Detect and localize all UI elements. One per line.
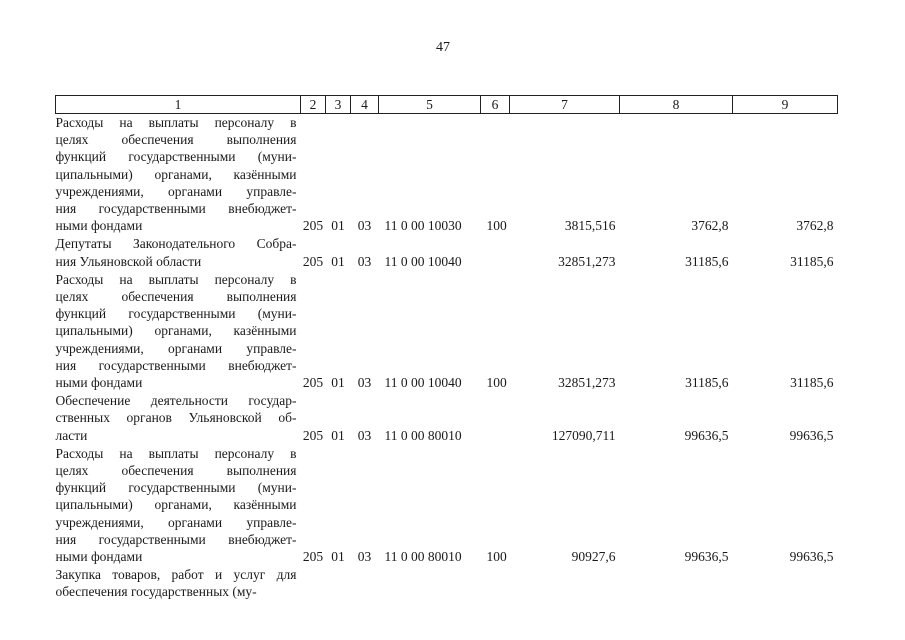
description-line: ния государственными внебюджет- — [55, 357, 297, 373]
cell-amount-col7 — [510, 566, 620, 601]
cell-code-admin: 205 — [302, 375, 324, 391]
cell-code-admin: 205 — [302, 549, 324, 565]
col-header-5: 5 — [379, 96, 481, 114]
description-line: ципальными) органами, казёнными — [55, 166, 297, 182]
cell-code-subsection — [351, 566, 379, 601]
description-line: Расходы на выплаты персоналу в — [55, 445, 297, 461]
cell-code-target: 11 0 00 80010 — [384, 549, 462, 565]
cell-code-target: 11 0 00 10030 — [384, 218, 462, 234]
cell-amount-col9 — [733, 566, 838, 601]
cell-amount-col8: 31185,6 — [685, 375, 729, 391]
description-line: Расходы на выплаты персоналу в — [55, 271, 297, 287]
description-line: Депутаты Законодательного Собра- — [55, 236, 297, 252]
cell-amount-col7: 3815,516 — [564, 218, 616, 234]
cell-code-subsection: 03 — [357, 375, 372, 391]
col-header-2: 2 — [301, 96, 326, 114]
row-description — [56, 114, 301, 236]
description-line: целях обеспечения выполнения — [55, 289, 297, 305]
description-line: Обеспечение деятельности государ- — [55, 393, 297, 409]
description-line: ными фондами — [55, 375, 143, 391]
cell-code-admin: 205 — [302, 218, 324, 234]
cell-amount-col9: 31185,6 — [790, 253, 834, 269]
description-line: ния государственными внебюджет- — [55, 201, 297, 217]
description-line: ния государственными внебюджет- — [55, 531, 297, 547]
row-description — [56, 566, 301, 601]
cell-code-subsection: 03 — [357, 427, 372, 443]
row-description — [56, 392, 301, 445]
col-header-3: 3 — [326, 96, 351, 114]
description-line: целях обеспечения выполнения — [55, 463, 297, 479]
table-row — [56, 235, 838, 270]
description-line: функций государственными (муни- — [55, 306, 297, 322]
description-line: Расходы на выплаты персоналу в — [55, 115, 297, 130]
cell-amount-col9: 99636,5 — [789, 427, 834, 443]
cell-code-type: 100 — [486, 375, 507, 391]
table-row — [56, 114, 838, 236]
description-line: ципальными) органами, казёнными — [55, 323, 297, 339]
description-line: функций государственными (муни- — [55, 149, 297, 165]
cell-code-subsection: 03 — [357, 549, 372, 565]
row-description — [56, 235, 301, 270]
table-body — [56, 114, 838, 602]
description-line: учреждениями, органами управле- — [55, 514, 297, 530]
cell-amount-col8: 31185,6 — [685, 253, 729, 269]
cell-amount-col9: 99636,5 — [789, 549, 834, 565]
cell-amount-col9: 3762,8 — [796, 218, 834, 234]
page-number: 47 — [436, 40, 450, 55]
table-row — [56, 271, 838, 392]
description-line: учреждениями, органами управле- — [55, 183, 297, 199]
cell-amount-col8: 99636,5 — [684, 427, 729, 443]
budget-table — [55, 95, 838, 602]
description-line: целях обеспечения выполнения — [55, 132, 297, 148]
col-header-9: 9 — [733, 96, 838, 114]
col-header-1: 1 — [56, 96, 301, 114]
cell-code-target — [379, 566, 481, 601]
row-description — [56, 445, 301, 566]
col-header-7: 7 — [510, 96, 620, 114]
cell-amount-col8: 3762,8 — [691, 218, 729, 234]
cell-code-type: 100 — [486, 218, 507, 234]
description-line: ными фондами — [55, 549, 143, 565]
cell-code-subsection: 03 — [357, 218, 372, 234]
table-row — [56, 445, 838, 566]
description-line: Закупка товаров, работ и услуг для — [55, 567, 297, 583]
cell-code-section: 01 — [331, 253, 345, 269]
cell-code-type — [481, 392, 510, 445]
cell-amount-col7: 32851,273 — [558, 253, 616, 269]
description-line: ципальными) органами, казёнными — [55, 497, 297, 513]
cell-amount-col7: 127090,711 — [551, 427, 616, 443]
cell-code-section: 01 — [331, 427, 345, 443]
cell-code-type: 100 — [486, 549, 507, 565]
description-line: ственных органов Ульяновской об- — [55, 410, 297, 426]
cell-code-section: 01 — [331, 375, 345, 391]
cell-code-target: 11 0 00 80010 — [384, 427, 462, 443]
cell-code-section: 01 — [331, 549, 345, 565]
cell-amount-col7: 32851,273 — [558, 375, 616, 391]
cell-code-admin — [301, 566, 326, 601]
cell-code-section — [326, 566, 351, 601]
cell-code-type — [481, 566, 510, 601]
header-row — [56, 96, 838, 114]
description-line: ными фондами — [55, 218, 143, 234]
col-header-8: 8 — [620, 96, 733, 114]
cell-code-admin: 205 — [302, 253, 324, 269]
table-row — [56, 392, 838, 445]
cell-code-type — [481, 235, 510, 270]
cell-code-target: 11 0 00 10040 — [384, 253, 462, 269]
cell-amount-col8: 99636,5 — [684, 549, 729, 565]
cell-code-admin: 205 — [302, 427, 324, 443]
description-line: функций государственными (муни- — [55, 480, 297, 496]
cell-amount-col7: 90927,6 — [571, 549, 616, 565]
description-line: учреждениями, органами управле- — [55, 340, 297, 356]
cell-code-subsection: 03 — [357, 253, 372, 269]
description-line: обеспечения государственных (му- — [55, 584, 257, 600]
cell-code-section: 01 — [331, 218, 345, 234]
description-line: ласти — [55, 427, 88, 443]
table-row — [56, 566, 838, 601]
cell-amount-col9: 31185,6 — [790, 375, 834, 391]
description-line: ния Ульяновской области — [55, 253, 202, 269]
col-header-4: 4 — [351, 96, 379, 114]
row-description — [56, 271, 301, 392]
cell-amount-col8 — [620, 566, 733, 601]
cell-code-target: 11 0 00 10040 — [384, 375, 462, 391]
col-header-6: 6 — [481, 96, 510, 114]
